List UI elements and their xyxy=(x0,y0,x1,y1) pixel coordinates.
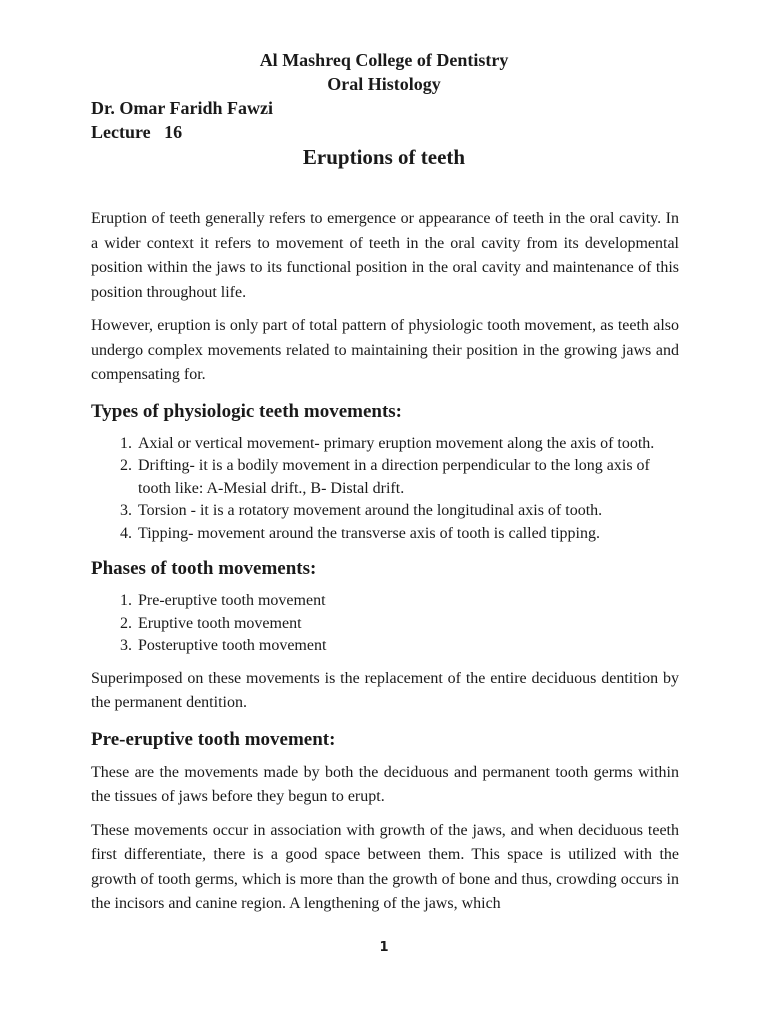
list-item: 4. Tipping- movement around the transverse axis of tooth is called tipping. xyxy=(136,523,679,546)
types-list xyxy=(91,433,679,546)
list-item: 3. Posteruptive tooth movement xyxy=(136,635,679,658)
phases-list xyxy=(91,590,679,658)
intro-paragraph-2: However, eruption is only part of total pattern of physiologic tooth movement, as teeth also undergo complex movements related to maintaining their position in the growing jaws and compensating for. xyxy=(91,317,679,383)
document-body xyxy=(91,207,679,926)
list-item: 2. Eruptive tooth movement xyxy=(136,613,679,636)
pre-eruptive-heading: Pre-eruptive tooth movement: xyxy=(91,728,336,750)
list-item: 3. Torsion - it is a rotatory movement around the longitudinal axis of tooth. xyxy=(136,500,679,523)
course-name: Oral Histology xyxy=(327,74,441,94)
pre-eruptive-paragraph-1: These are the movements made by both the deciduous and permanent tooth germs within the tissues of jaws before they begun to erupt. xyxy=(91,763,679,805)
author-name: Dr. Omar Faridh Fawzi xyxy=(91,98,273,118)
header-block xyxy=(0,48,768,96)
list-item: 2. Drifting- it is a bodily movement in a direction perpendicular to the long axis of tooth like: A-Mesial drift., B- Distal drift. xyxy=(136,455,679,500)
phases-note: Superimposed on these movements is the replacement of the entire deciduous dentition by the permanent dentition. xyxy=(91,669,679,711)
phases-heading: Phases of tooth movements: xyxy=(91,558,317,579)
list-item: 1. Axial or vertical movement- primary eruption movement along the axis of tooth. xyxy=(136,433,679,456)
list-item: 1. Pre-eruptive tooth movement xyxy=(136,590,679,613)
college-name: Al Mashreq College of Dentistry xyxy=(259,50,509,70)
lecture-number: Lecture 16 xyxy=(91,122,183,142)
page-title: Eruptions of teeth xyxy=(302,145,466,169)
pre-eruptive-paragraph-2: These movements occur in association with growth of the jaws, and when deciduous teeth first differentiate, there is a good space between them. This space is utilized with the growth of tooth germs, which is more than the growth of bone and thus, crowding occurs in the incisors and canine region. A lengthening of the jaws, which xyxy=(91,821,679,912)
types-heading: Types of physiologic teeth movements: xyxy=(91,400,403,422)
intro-paragraph-1: Eruption of teeth generally refers to emergence or appearance of teeth in the oral cavity. In a wider context it refers to movement of teeth in the oral cavity from its developmental position within the jaws to its functional position in the oral cavity and maintenance of this position throughout life. xyxy=(91,210,679,301)
page-number: 1 xyxy=(379,940,389,955)
